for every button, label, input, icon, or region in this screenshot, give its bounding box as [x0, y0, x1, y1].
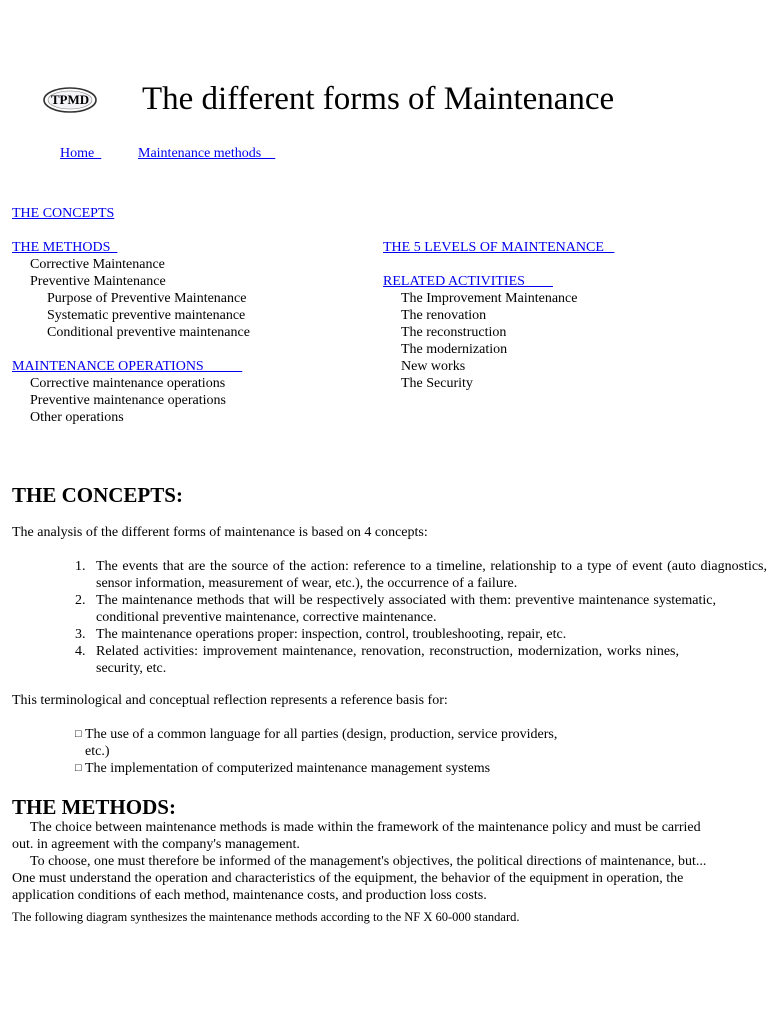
logo-text: TPMD [50, 92, 90, 107]
concepts-bullets [75, 726, 565, 777]
toc-right-column [383, 239, 614, 392]
page-title: The different forms of Maintenance [142, 81, 615, 117]
concepts-basis: This terminological and conceptual reflection represents a reference basis for: [12, 693, 448, 708]
list-item-text: The maintenance operations proper: inspection, control, troubleshooting, repair, etc. [96, 627, 567, 642]
toc-item-corrective-maintenance: Corrective Maintenance [30, 257, 165, 272]
nav-maintenance-methods-link[interactable]: Maintenance methods [138, 146, 276, 161]
toc-item-security: The Security [401, 376, 473, 391]
nav-home-link[interactable]: Home [60, 146, 102, 161]
toc-item-purpose-preventive: Purpose of Preventive Maintenance [47, 291, 247, 306]
toc-item-improvement: The Improvement Maintenance [401, 291, 578, 306]
list-item-text: The events that are the source of the action: reference to a timeline, relationship to a type of event (auto diagnostics, sensor information, measurement of wear, etc.), the occurrence of a failure. [96, 559, 767, 591]
list-item [75, 592, 716, 626]
toc-item-corrective-operations: Corrective maintenance operations [30, 376, 226, 391]
toc-item-conditional-preventive: Conditional preventive maintenance [47, 325, 250, 340]
toc-item-other-operations: Other operations [30, 410, 124, 425]
bullet-text: The implementation of computerized maintenance management systems [85, 761, 491, 776]
bullet-item [75, 726, 565, 760]
toc-methods-link[interactable]: THE METHODS [12, 240, 118, 255]
concepts-intro: The analysis of the different forms of maintenance is based on 4 concepts: [12, 525, 428, 540]
toc-operations-link[interactable]: MAINTENANCE OPERATIONS [12, 359, 243, 374]
list-item-number: 2. [75, 593, 86, 608]
list-item-text: The maintenance methods that will be respectively associated with them: preventive maintenance systematic, conditional preventive maintenance, corrective maintenance. [96, 593, 716, 625]
toc-levels-link[interactable]: THE 5 LEVELS OF MAINTENANCE [383, 240, 615, 255]
methods-paragraph-3: The following diagram synthesizes the maintenance methods according to the NF X 60-000 standard. [12, 910, 520, 924]
toc-item-reconstruction: The reconstruction [401, 325, 507, 340]
list-item [75, 558, 767, 592]
toc-item-renovation: The renovation [401, 308, 487, 323]
logo-ellipse-icon [40, 83, 100, 117]
toc-concepts-link[interactable]: THE CONCEPTS [12, 206, 115, 221]
list-item [75, 626, 620, 643]
list-item-text: Related activities: improvement maintenance, renovation, reconstruction, modernization, works nines, security, etc. [96, 644, 679, 676]
tpmd-logo [40, 83, 100, 117]
list-item-number: 1. [75, 559, 86, 574]
bullet-text: The use of a common language for all parties (design, production, service providers, etc.) [85, 727, 558, 759]
methods-paragraph-1: The choice between maintenance methods is made within the framework of the maintenance policy and must be carried out. in agreement with the company's management. [12, 820, 701, 852]
methods-paragraph-2: To choose, one must therefore be informed of the management's objectives, the political directions of maintenance, but... One must understand the operation and characteristics of the equipment, the behavior of the equipment in operation, the application conditions of each method, maintenance costs, and production loss costs. [12, 854, 707, 903]
concepts-heading: THE CONCEPTS: [12, 483, 183, 507]
toc-left-column [12, 205, 250, 426]
toc-item-preventive-maintenance: Preventive Maintenance [30, 274, 166, 289]
concepts-list [75, 558, 767, 677]
toc-item-systematic-preventive: Systematic preventive maintenance [47, 308, 246, 323]
checkbox-square-icon: □ [75, 762, 82, 774]
toc-item-preventive-operations: Preventive maintenance operations [30, 393, 226, 408]
checkbox-square-icon: □ [75, 728, 82, 740]
list-item [75, 643, 679, 677]
toc-related-link[interactable]: RELATED ACTIVITIES [383, 274, 553, 289]
bullet-item [75, 760, 565, 777]
methods-heading: THE METHODS: [12, 795, 176, 819]
list-item-number: 4. [75, 644, 86, 659]
toc-item-new-works: New works [401, 359, 466, 374]
list-item-number: 3. [75, 627, 86, 642]
toc-item-modernization: The modernization [401, 342, 508, 357]
